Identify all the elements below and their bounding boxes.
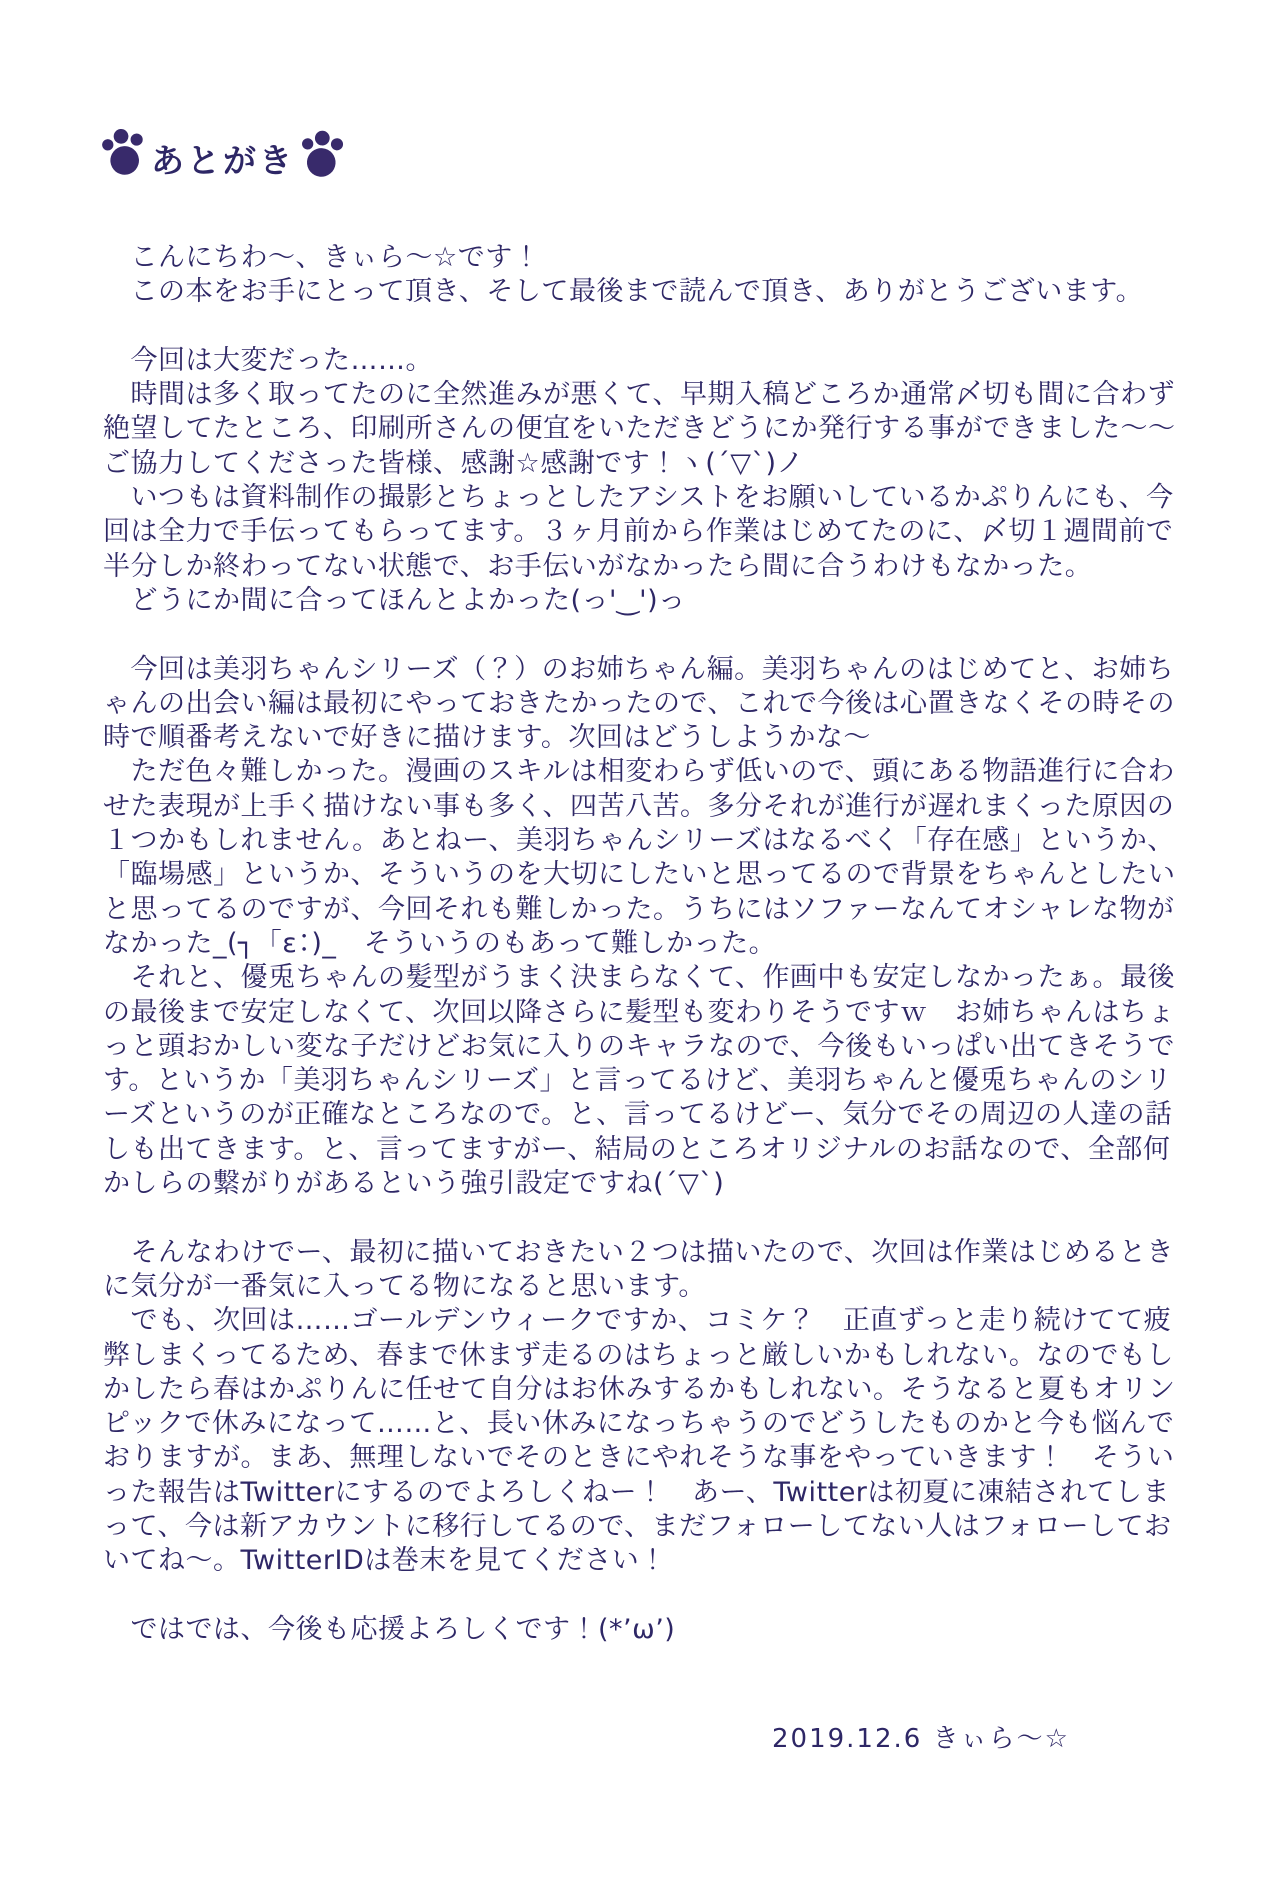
- afterword-line: [103, 1579, 1208, 1613]
- afterword-line: この本をお手にとって頂き、そして最後まで読んで頂き、ありがとうございます。: [103, 276, 1144, 308]
- afterword-line: す。というか「美羽ちゃんシリーズ」と言ってるけど、美羽ちゃんと優兎ちゃんのシリ: [103, 1065, 1172, 1097]
- afterword-line: [103, 1201, 1208, 1235]
- afterword-line: 「臨場感」というか、そういうのを大切にしたいと思ってるので背景をちゃんとしたい: [103, 859, 1176, 891]
- afterword-line: ではでは、今後も応援よろしくです！(*’ω’): [103, 1613, 676, 1645]
- afterword-line: 回は全力で手伝ってもらってます。３ヶ月前から作業はじめてたのに、〆切１週間前で: [103, 516, 1174, 548]
- afterword-line: った報告はTwitterにするのでよろしくねー！ あー、Twitterは初夏に凍結されてしま: [103, 1476, 1170, 1508]
- afterword-line: どうにか間に合ってほんとよかった(っ'‿')っ: [103, 584, 686, 616]
- afterword-line: おりますが。まあ、無理しないでそのときにやれそうな事をやっていきます！ そうい: [103, 1442, 1175, 1474]
- afterword-line: ゃんの出会い編は最初にやっておきたかったので、これで今後は心置きなくその時その: [103, 687, 1175, 719]
- afterword-line: １つかもしれません。あとねー、美羽ちゃんシリーズはなるべく「存在感」というか、: [103, 825, 1175, 857]
- afterword-line: 今回は美羽ちゃんシリーズ（？）のお姉ちゃん編。美羽ちゃんのはじめてと、お姉ち: [103, 653, 1175, 685]
- afterword-line: に気分が一番気に入ってる物になると思います。: [103, 1270, 706, 1302]
- afterword-line: ご協力してくださった皆様、感謝☆感謝です！ヽ(´▽`)ノ: [103, 447, 805, 479]
- afterword-line: かしらの繋がりがあるという強引設定ですね(´▽`): [103, 1168, 725, 1200]
- page-title: あとがき: [151, 140, 295, 180]
- afterword-line: 弊しまくってるため、春まで休まず走るのはちょっと厳しいかもしれない。なのでもし: [103, 1339, 1174, 1371]
- afterword-line: 時で順番考えないで好きに描けます。次回はどうしようかな～: [103, 722, 871, 754]
- afterword-line: いてね～。TwitterIDは巻末を見てください！: [103, 1545, 667, 1577]
- afterword-line: かしたら春はかぷりんに任せて自分はお休みするかもしれない。そうなると夏もオリン: [103, 1373, 1176, 1405]
- afterword-line: と思ってるのですが、今回それも難しかった。うちにはソファーなんてオシャレな物が: [103, 893, 1175, 925]
- afterword-line: っと頭おかしい変な子だけどお気に入りのキャラなので、今後もいっぱい出てきそうで: [103, 1030, 1175, 1062]
- afterword-line: [103, 618, 1208, 652]
- afterword-line: せた表現が上手く描けない事も多く、四苦八苦。多分それが進行が遅れまくった原因の: [103, 790, 1175, 822]
- afterword-text: [103, 241, 1208, 1647]
- signature-date: 2019.12.6 きぃら～☆: [772, 1724, 1070, 1754]
- afterword-line: でも、次回は……ゴールデンウィークですか、コミケ？ 正直ずっと走り続けてて疲: [103, 1305, 1172, 1337]
- afterword-line: 時間は多く取ってたのに全然進みが悪くて、早期入稿どころか通常〆切も間に合わず: [103, 379, 1175, 411]
- afterword-line: [103, 310, 1208, 344]
- afterword-line: ただ色々難しかった。漫画のスキルは相変わらず低いので、頭にある物語進行に合わ: [103, 756, 1175, 788]
- afterword-line: ーズというのが正確なところなので。と、言ってるけどー、気分でその周辺の人達の話: [103, 1099, 1173, 1131]
- afterword-line: なかった_(┐「ε：)_ そういうのもあって難しかった。: [103, 927, 777, 959]
- afterword-line: 半分しか終わってない状態で、お手伝いがなかったら間に合うわけもなかった。: [103, 550, 1093, 582]
- afterword-line: いつもは資料制作の撮影とちょっとしたアシストをお願いしているかぷりんにも、今: [103, 482, 1174, 514]
- page-title-row: [100, 128, 346, 180]
- afterword-line: の最後まで安定しなくて、次回以降さらに髪型も変わりそうですｗ お姉ちゃんはちょ: [103, 996, 1175, 1028]
- afterword-line: 今回は大変だった……。: [103, 344, 433, 376]
- paw-print-icon: [296, 128, 348, 184]
- afterword-line: って、今は新アカウントに移行してるので、まだフォローしてない人はフォローしてお: [103, 1510, 1172, 1542]
- afterword-line: そんなわけでー、最初に描いておきたい２つは描いたので、次回は作業はじめるとき: [103, 1236, 1174, 1268]
- afterword-line: それと、優兎ちゃんの髪型がうまく決まらなくて、作画中も安定しなかったぁ。最後: [103, 962, 1175, 994]
- afterword-line: こんにちわ～、きぃら～☆です！: [103, 242, 541, 273]
- afterword-line: ピックで休みになって……と、長い休みになっちゃうのでどうしたものかと今も悩んで: [103, 1408, 1175, 1440]
- afterword-line: しも出てきます。と、言ってますがー、結局のところオリジナルのお話なので、全部何: [103, 1133, 1171, 1165]
- paw-print-icon: [97, 126, 150, 183]
- afterword-line: 絶望してたところ、印刷所さんの便宜をいただきどうにか発行する事ができました～～: [103, 413, 1176, 445]
